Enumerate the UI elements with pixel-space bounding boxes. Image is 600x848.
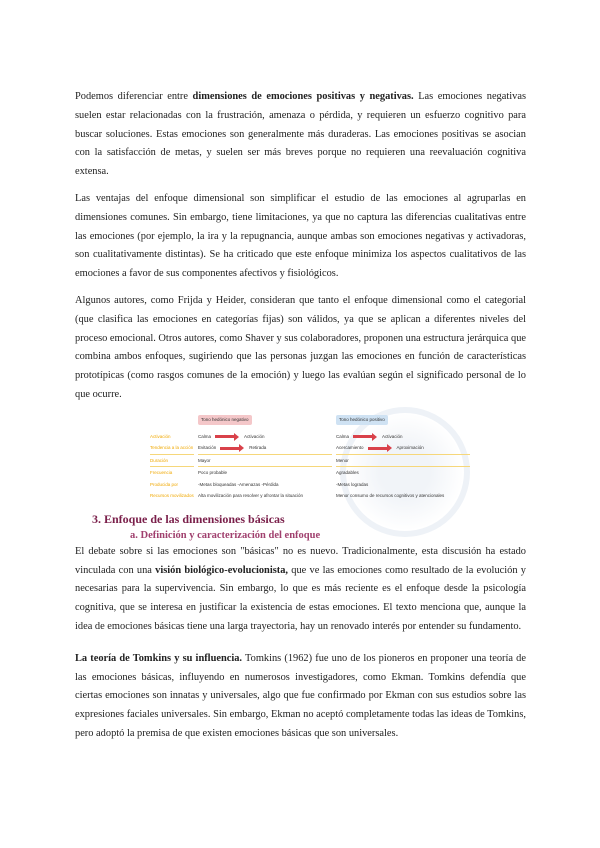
cell-text: Aproximación [396, 445, 424, 451]
cell: Mayor [198, 455, 332, 468]
cell-text: Activación [382, 433, 403, 439]
cell: Poco probable [198, 470, 228, 476]
cell: Alta movilización para resolver y afrontar la situación [198, 493, 304, 499]
text: Las emociones negativas suelen estar relacionadas con la frustración, amenaza o pérdida, y requieren un esfuerzo cognitivo para buscar soluciones. Estas emociones son generalmente más duraderas. Las emociones positivas se asocian con la satisfacción de metas, y suelen ser más breves porque no requieren una reevaluación cognitiva extensa. [75, 91, 526, 178]
cell-text: Evitación [198, 445, 217, 451]
cell: Menor [336, 455, 470, 468]
cell-neg [198, 442, 332, 455]
text: Podemos diferenciar entre [75, 91, 193, 102]
section-heading: 3. Enfoque de las dimensiones básicas [92, 511, 285, 526]
arrow-icon [368, 447, 388, 450]
arrow-icon [353, 435, 373, 438]
row-label: Producida por [150, 481, 179, 487]
dimensions-figure [150, 413, 462, 502]
dimensions-figure-wrapper [150, 413, 462, 502]
bold-text: visión biológico-evolucionista, [155, 564, 289, 576]
arrow-icon [215, 435, 235, 438]
paragraph-debate [75, 543, 526, 637]
text: Tomkins (1962) fue uno de los pioneros en proponer una teoría de las emociones básicas, influyendo en numerosos investigadores, como Ekman. Tomkins defendía que ciertas emociones son innatas y universales, algo que fue confirmado por Ekman con sus estudios sobre las expresiones faciales universales. Sin embargo, Ekman no aceptó completamente todas las ideas de Tomkins, pero adoptó la premisa de que existen emociones básicas que son universales. [75, 652, 526, 739]
cell-text: Calma [336, 433, 350, 439]
paragraph-advantages: Las ventajas del enfoque dimensional son simplificar el estudio de las emociones al agruparlas en dimensiones comunes. Sin embargo, tiene limitaciones, ya que no captura las diferencias cualitativas entre las emociones (por ejemplo, la ira y la repugnancia, aunque ambas son emociones negativas y activadoras, son cualitativamente distintas). Se ha criticado que este enfoque minimiza los aspectos cualitativos de las emociones a favor de sus componentes afectivos y fisiológicos. [75, 192, 526, 280]
row-label: Duración [150, 455, 194, 468]
cell-pos [336, 431, 470, 443]
subsection-heading: a. Definición y caracterización del enfoque [130, 529, 321, 541]
cell: -Metas bloqueadas -Amenazas -Pérdida [198, 481, 279, 487]
cell-text: Calma [198, 433, 212, 439]
bold-text: La teoría de Tomkins y su influencia. [75, 652, 243, 664]
row-label: Frecuencia [150, 470, 173, 476]
paragraph-tomkins [75, 650, 526, 744]
empty-corner [150, 413, 194, 431]
cell: Menor consumo de recursos cognitivos y atencionales [336, 493, 445, 499]
row-label: Tendencia a la acción [150, 442, 194, 455]
cell: Agradables [336, 470, 359, 476]
bold-text: dimensiones de emociones positivas y negativas. [192, 91, 414, 102]
paragraph-dimensions [75, 88, 526, 182]
row-label: Recursos movilizados [150, 493, 194, 499]
cell-neg [198, 431, 332, 443]
cell: -Metas logradas [336, 481, 369, 487]
cell-text: Activación [244, 433, 265, 439]
text: El debate sobre si las emociones son "básicas" no es nuevo. Tradicionalmente, esta discusión ha estado vinculada con una [75, 545, 526, 576]
pos-header: Tono hedónico positivo [336, 415, 388, 425]
cell-pos [336, 442, 470, 455]
paragraph-authors: Algunos autores, como Frijda y Heider, consideran que tanto el enfoque dimensional como el categorial (que clasifica las emociones en categorías fijas) son válidos, ya que se aplican a diferentes niveles del proceso emocional. Otros autores, como Shaver y sus colaboradores, proponen una estructura jerárquica que combina ambos enfoques, sugiriendo que las personas juzgan las emociones en función de características prototípicas (como rasgos comunes de la emoción) y luego las evalúan según el significado personal de lo que ocurre. [75, 294, 526, 400]
row-label: Activación [150, 433, 171, 439]
cell-text: Retirada [249, 445, 267, 451]
neg-header: Tono hedónico negativo [198, 415, 252, 425]
text: que ve las emociones como resultado de la evolución y necesarias para la supervivencia. Sin embargo, lo que es más reciente es el enfoque desde la psicología cognitiva, que se interesa en justificar la existencia de estas emociones. El texto menciona que, aunque la idea de emociones básicas tiene una larga trayectoria, hay un renovado interés por entender su fundamento. [75, 564, 526, 632]
arrow-icon [220, 447, 240, 450]
cell-text: Acercamiento [336, 445, 364, 451]
